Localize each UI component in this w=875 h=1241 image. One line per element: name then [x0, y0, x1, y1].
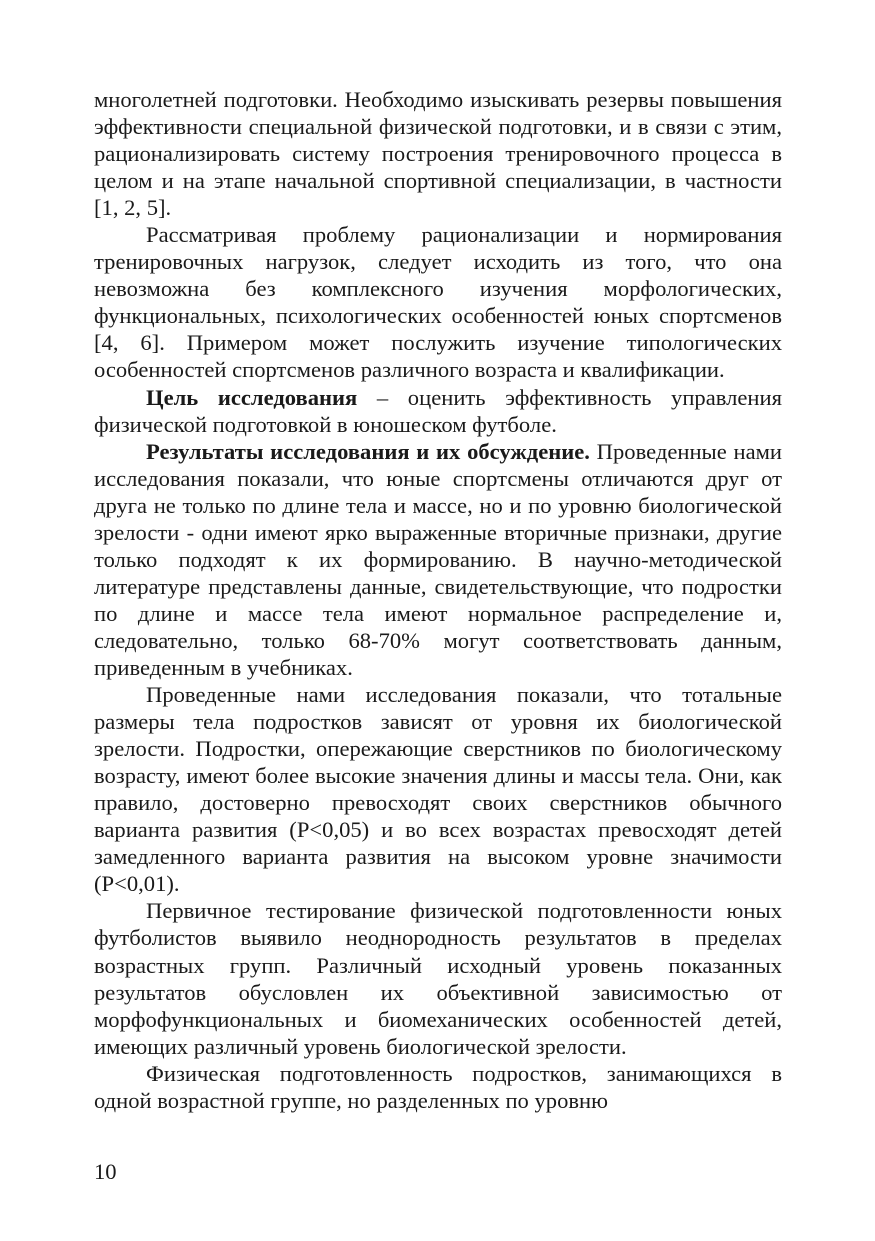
- page-body: [94, 86, 782, 1114]
- paragraph-body-size: Проведенные нами исследования показали, что тотальные размеры тела подростков зависят от уровня их биологической зрелости. Подростки, опережающие сверстников по биологическому возрасту, имеют более высокие значения длины и массы тела. Они, как правило, достоверно превосходят своих сверстников обычного варианта развития (Р<0,05) и во всех возрастах превосходят детей замедленного варианта развития на высоком уровне значимости (Р<0,01).: [94, 682, 782, 897]
- paragraph-continuation: многолетней подготовки. Необходимо изыскивать резервы повышения эффективности специальной физической подготовки, и в связи с этим, рационализировать систему построения тренировочного процесса в целом и на этапе начальной спортивной специализации, в частности [1, 2, 5].: [94, 87, 782, 221]
- page-number: 10: [94, 1159, 117, 1184]
- paragraph-results: [94, 438, 782, 681]
- research-goal-heading: Цель исследования: [146, 384, 358, 410]
- paragraph-physical-readiness: Физическая подготовленность подростков, занимающихся в одной возрастной группе, но разделенных по уровню: [94, 1060, 782, 1113]
- results-text: Проведенные нами исследования показали, что юные спортсмены отличаются друг от друга не только по длине тела и массе, но и по уровню биологической зрелости - одни имеют ярко выраженные вторичные признаки, другие только подходят к их формированию. В научно-методической литературе представлены данные, свидетельствующие, что подростки по длине и массе тела имеют нормальное распределение и, следовательно, только 68-70% могут соответствовать данным, приведенным в учебниках.: [94, 438, 782, 680]
- paragraph-initial-testing: Первичное тестирование физической подготовленности юных футболистов выявило неоднородность результатов в пределах возрастных групп. Различный исходный уровень показанных результатов обусловлен их объективной зависимостью от морфофункциональных и биомеханических особенностей детей, имеющих различный уровень биологической зрелости.: [94, 898, 782, 1059]
- research-goal-text: – оценить эффективность управления физической подготовкой в юношеском футболе.: [94, 384, 783, 437]
- paragraph-rationalization: Рассматривая проблему рационализации и нормирования тренировочных нагрузок, следует исходить из того, что она невозможна без комплексного изучения морфологических, функциональных, психологических особенностей юных спортсменов [4, 6]. Примером может послужить изучение типологических особенностей спортсменов различного возраста и квалификации.: [94, 222, 782, 383]
- results-heading: Результаты исследования и их обсуждение.: [146, 438, 590, 464]
- paragraph-research-goal: [94, 384, 782, 438]
